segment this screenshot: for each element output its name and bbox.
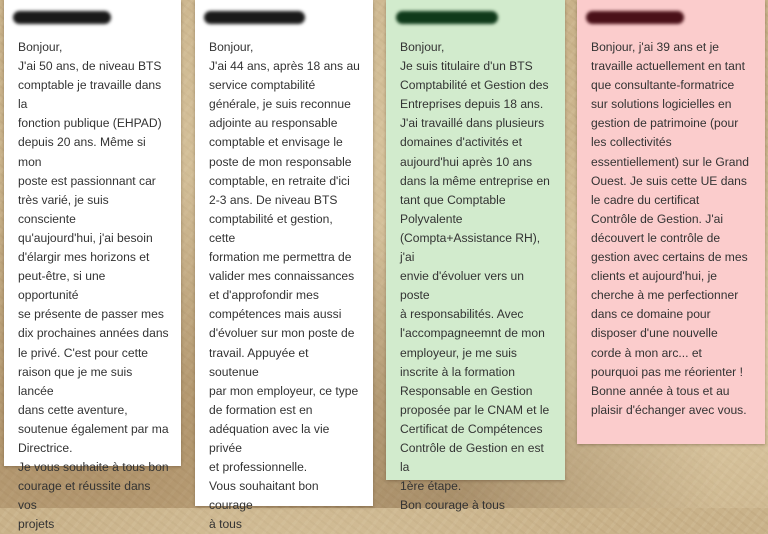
note-text: Bonjour, J'ai 44 ans, après 18 ans au service comptabilité générale, je suis reconnue adjointe au responsable comptable et envisage le poste de mon responsable comptable, en retraite d'ici 2-3 ans. De niveau BTS comptabilité et gestion, cette formation me permettra de valider mes connaissances et d'approfondir mes compétences mais aussi d'évoluer sur mon poste de travail. Appuyée et soutenue par mon employeur, ce type de formation est en adéquation avec la vie privée et professionnelle. Vous souhaitant bon courage à tous (209, 40, 360, 532)
redacted-author-name (204, 11, 305, 24)
note-card[interactable] (577, 0, 765, 444)
note-text: Bonjour, Je suis titulaire d'un BTS Comptabilité et Gestion des Entreprises depuis 18 ans. J'ai travaillé dans plusieurs domaines d'activités et aujourd'hui après 10 ans dans la même entreprise en tant que Comptable Polyvalente (Compta+Assistance RH), j'ai envie d'évoluer vers un poste à responsabilités. Avec l'accompagneemnt de mon employeur, je me suis inscrite à la formation Responsable en Gestion proposée par le CNAM et le Certificat de Compétences Contrôle de Gestion en est la 1ère étape. Bon courage à tous (400, 40, 550, 513)
note-card[interactable] (4, 0, 181, 532)
redacted-author-name (396, 11, 498, 24)
note-text: Bonjour, J'ai 50 ans, de niveau BTS comptable je travaille dans la fonction publique (EHPAD) depuis 20 ans. Même si mon poste est passionnant car très varié, je suis consciente qu'aujourd'hui, j'ai besoin d'élargir mes horizons et peut-être, si une opportunité se présente de passer mes dix prochaines années dans le privé. C'est pour cette raison que je me suis lancée dans cette aventure, soutenue également par ma Directrice. Je vous souhaite à tous bon courage et réussite dans vos projets (18, 40, 169, 532)
redacted-author-name (586, 11, 684, 24)
note-card[interactable] (386, 0, 565, 513)
redacted-author-name (13, 11, 111, 24)
note-card[interactable] (195, 0, 373, 532)
note-text: Bonjour, j'ai 39 ans et je travaille actuellement en tant que consultante-formatrice sur solutions logicielles en gestion de patrimoine (pour les collectivités essentiellement) sur le Grand Ouest. Je suis cette UE dans le cadre du certificat Contrôle de Gestion. J'ai découvert le contrôle de gestion avec certains de mes clients et aujourd'hui, je cherche à me perfectionner dans ce domaine pour disposer d'une nouvelle corde à mon arc... et pourquoi pas me réorienter ! Bonne année à tous et au plaisir d'échanger avec vous. (591, 40, 749, 417)
